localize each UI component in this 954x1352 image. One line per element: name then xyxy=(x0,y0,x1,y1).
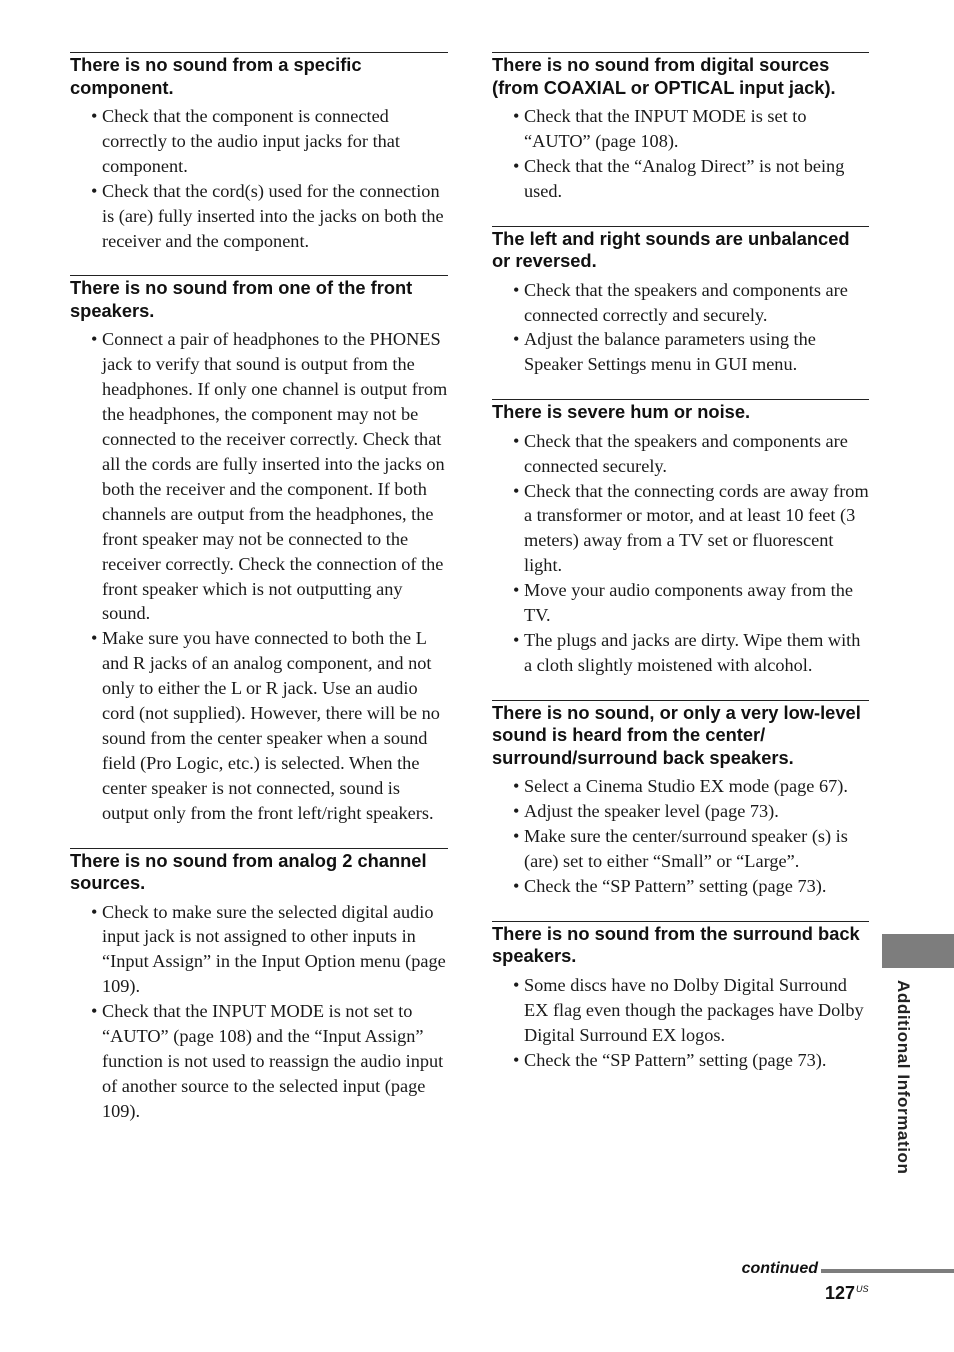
bullet-item: • Check that the component is connected correctly to the audio input jacks for that component. xyxy=(70,104,448,179)
bullet-list xyxy=(70,900,448,1124)
bullet-item: • Check the “SP Pattern” setting (page 73). xyxy=(492,1048,869,1073)
right-column xyxy=(492,52,869,1094)
bullet-list xyxy=(492,973,869,1073)
bullet-item: • Check that the speakers and components are connected correctly and securely. xyxy=(492,278,869,328)
bullet-item: • Check that the “Analog Direct” is not being used. xyxy=(492,154,869,204)
bullet-item: • Make sure the center/surround speaker (s) is (are) set to either “Small” or “Large”. xyxy=(492,824,869,874)
bullet-item: • Check that the connecting cords are away from a transformer or motor, and at least 10 feet (3 meters) away from a TV set or fluorescent light. xyxy=(492,479,869,579)
bullet-item: • Some discs have no Dolby Digital Surround EX flag even though the packages have Dolby Digital Surround EX logos. xyxy=(492,973,869,1048)
troubleshooting-section xyxy=(492,399,869,678)
troubleshooting-section xyxy=(492,921,869,1073)
section-tab-marker xyxy=(882,934,954,968)
page-number-suffix: US xyxy=(856,1284,869,1294)
bullet-list xyxy=(492,104,869,204)
section-heading: There is no sound from the surround back speakers. xyxy=(492,922,860,967)
bullet-item: • Check the “SP Pattern” setting (page 73). xyxy=(492,874,869,899)
bullet-item: • Check that the speakers and components are connected securely. xyxy=(492,429,869,479)
troubleshooting-section xyxy=(492,700,869,899)
continued-label: continued xyxy=(741,1260,818,1277)
troubleshooting-section xyxy=(492,226,869,378)
troubleshooting-section xyxy=(70,275,448,825)
section-heading: The left and right sounds are unbalanced or reversed. xyxy=(492,227,850,272)
bullet-list xyxy=(492,774,869,899)
bullet-item: • Adjust the speaker level (page 73). xyxy=(492,799,869,824)
bullet-list xyxy=(492,278,869,378)
troubleshooting-section xyxy=(70,52,448,253)
bullet-item: • Adjust the balance parameters using the Speaker Settings menu in GUI menu. xyxy=(492,327,869,377)
troubleshooting-section xyxy=(492,52,869,204)
page-number xyxy=(825,1283,869,1304)
section-heading: There is no sound from a specific component. xyxy=(70,54,362,98)
continued-rule xyxy=(821,1269,954,1273)
bullet-item: • Select a Cinema Studio EX mode (page 67). xyxy=(492,774,869,799)
bullet-item: • Move your audio components away from the TV. xyxy=(492,578,869,628)
section-heading: There is no sound, or only a very low-level sound is heard from the center/ surround/surround back speakers. xyxy=(492,701,861,768)
page-number-value: 127 xyxy=(825,1283,856,1303)
section-heading: There is no sound from one of the front speakers. xyxy=(70,277,413,321)
bullet-item: • Check that the INPUT MODE is not set to “AUTO” (page 108) and the “Input Assign” function is not used to reassign the audio input of another source to the selected input (page 109). xyxy=(70,999,448,1124)
bullet-list xyxy=(70,104,448,253)
troubleshooting-section xyxy=(70,848,448,1124)
side-section-label: Additional Information xyxy=(894,980,913,1175)
bullet-item: • Make sure you have connected to both the L and R jacks of an analog component, and not only to either the L or R jack. Use an audio cord (not supplied). However, there will be no sound from the center speaker when a sound field (Pro Logic, etc.) is selected. When the center speaker is not connected, sound is output only from the front left/right speakers. xyxy=(70,626,448,825)
bullet-list xyxy=(70,327,448,825)
bullet-item: • Check to make sure the selected digital audio input jack is not assigned to other inputs in “Input Assign” in the Input Option menu (page 109). xyxy=(70,900,448,1000)
bullet-item: • Check that the INPUT MODE is set to “AUTO” (page 108). xyxy=(492,104,869,154)
section-heading: There is severe hum or noise. xyxy=(492,401,751,423)
bullet-item: • The plugs and jacks are dirty. Wipe them with a cloth slightly moistened with alcohol. xyxy=(492,628,869,678)
bullet-item: • Connect a pair of headphones to the PHONES jack to verify that sound is output from the headphones. If only one channel is output from the headphones, the component may not be connected to the receiver correctly. Check that all the cords are fully inserted into the jacks on both the receiver and the component. If both channels are output from the headphones, the front speaker may not be connected to the receiver correctly. Check the connection of the front speaker which is not outputting any sound. xyxy=(70,327,448,626)
section-heading: There is no sound from digital sources (from COAXIAL or OPTICAL input jack). xyxy=(492,54,836,98)
left-column xyxy=(70,52,448,1146)
bullet-item: • Check that the cord(s) used for the connection is (are) fully inserted into the jacks on both the receiver and the component. xyxy=(70,179,448,254)
section-heading: There is no sound from analog 2 channel sources. xyxy=(70,849,427,894)
bullet-list xyxy=(492,429,869,678)
